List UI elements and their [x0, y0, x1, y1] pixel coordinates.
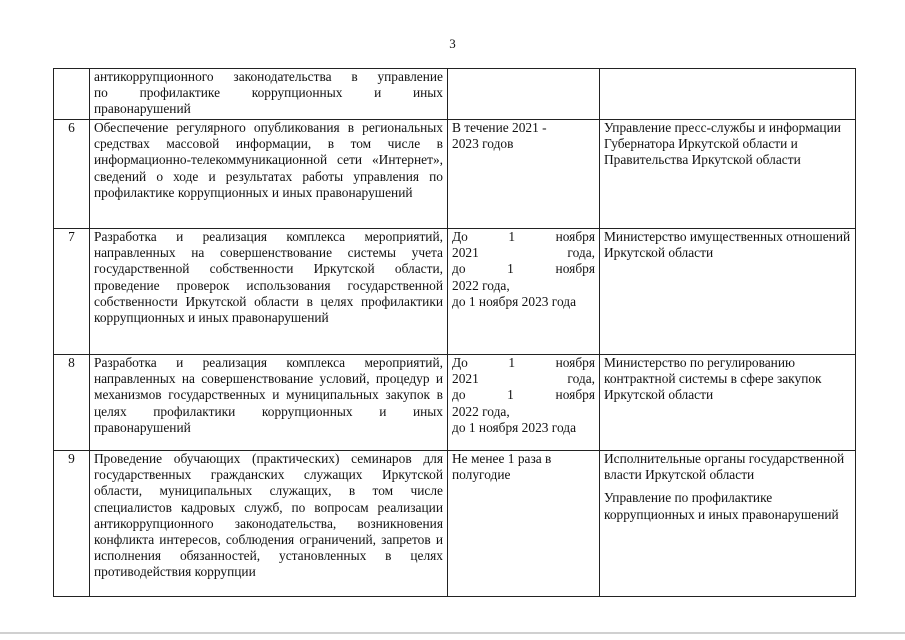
row-number: 7 [54, 229, 90, 355]
table-row [54, 229, 856, 355]
row-number: 9 [54, 451, 90, 597]
term-line: 2022 года, [452, 277, 510, 293]
table-row [54, 355, 856, 451]
activity-cell: Проведение обучающих (практических) семинаров для государственных гражданских служащих Иркутской области, муниципальных служащих, в том числе специалистов кадровых служб, по вопросам реализации антикоррупционного законодательства, возникновения конфликта интересов, соблюдения ограничений, запретов и исполнения обязанностей, установленных в целях противодействия коррупции [90, 451, 448, 597]
responsible-cell: Управление пресс-службы и информации Губернатора Иркутской области и Правительства Иркутской области [600, 120, 856, 229]
measures-table [53, 68, 856, 597]
term-line: полугодие [452, 467, 511, 483]
term-line: 2023 годов [452, 136, 514, 152]
table-row [54, 120, 856, 229]
table-row [54, 69, 856, 120]
activity-cell [90, 69, 448, 120]
term-line: до 1 ноября 2023 года [452, 293, 577, 309]
term-cell [448, 120, 600, 229]
term-line: 2022 года, [452, 403, 510, 419]
term-cell [448, 229, 600, 355]
responsible-text: Исполнительные органы государственной власти Иркутской области [604, 451, 845, 483]
term-line: До 1 ноября [452, 229, 595, 244]
term-line: до 1 ноября 2023 года [452, 419, 577, 435]
row-number: 8 [54, 355, 90, 451]
table-row [54, 451, 856, 597]
term-cell [448, 451, 600, 597]
responsible-cell [600, 451, 856, 597]
term-line: 2021 года, [452, 245, 595, 261]
responsible-cell [600, 69, 856, 120]
term-line: до 1 ноября [452, 387, 595, 403]
row-number [54, 69, 90, 120]
term-line: до 1 ноября [452, 261, 595, 277]
term-line: 2021 года, [452, 371, 595, 387]
term-line: Не менее 1 раза в [452, 451, 552, 466]
activity-cell: Разработка и реализация комплекса мероприятий, направленных на совершенствование системы учета государственной собственности Иркутской области, проведение проверок использования государственной собственности Иркутской области в целях профилактики коррупционных и иных правонарушений [90, 229, 448, 355]
responsible-cell: Министерство имущественных отношений Иркутской области [600, 229, 856, 355]
activity-line: по профилактике коррупционных и иных [94, 85, 443, 101]
term-line: До 1 ноября [452, 355, 595, 370]
term-cell [448, 69, 600, 120]
activity-cell: Разработка и реализация комплекса мероприятий, направленных на совершенствование условий, процедур и механизмов государственных и муниципальных закупок в целях профилактики коррупционных и иных правонарушений [90, 355, 448, 451]
row-number: 6 [54, 120, 90, 229]
activity-cell: Обеспечение регулярного опубликования в региональных средствах массовой информации, в том числе в информационно-телекоммуникационной сети «Интернет», сведений о ходе и результатах работы управления по профилактике коррупционных и иных правонарушений [90, 120, 448, 229]
term-line: В течение 2021 - [452, 120, 547, 135]
activity-line: правонарушений [94, 101, 191, 117]
activity-line: антикоррупционного законодательства в управление [94, 69, 443, 84]
responsible-cell: Министерство по регулированию контрактной системы в сфере закупок Иркутской области [600, 355, 856, 451]
term-cell [448, 355, 600, 451]
responsible-text: Управление по профилактике коррупционных и иных правонарушений [604, 490, 839, 522]
page-number: 3 [449, 36, 456, 51]
scan-edge-line [0, 632, 905, 634]
